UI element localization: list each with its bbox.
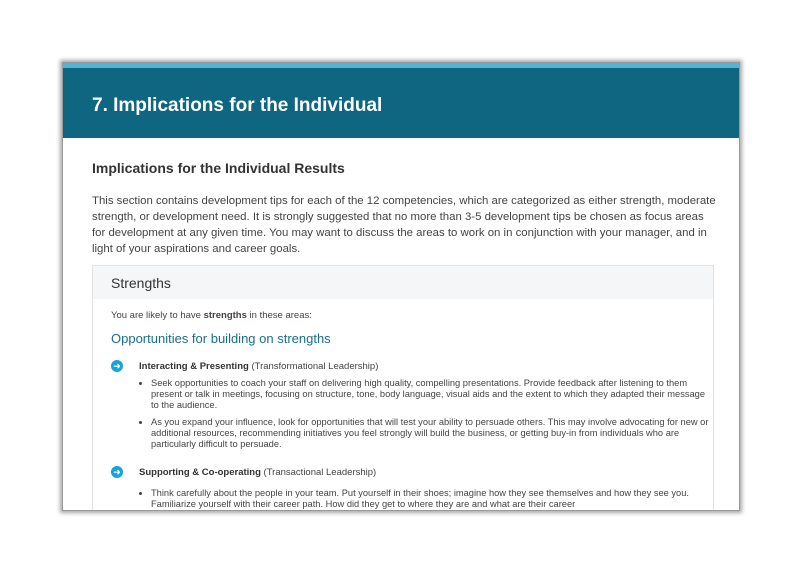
tips-list [139, 378, 711, 456]
tip: • Seek opportunities to coach your staff on delivering high quality, compelling presentations. Provide feedback after listening to them present or talk in meetings, focusing on structure, tone, body language, visual aids and the extent to which they adapted their message to the audience. [151, 378, 711, 411]
competency-name: Interacting & Presenting [139, 361, 249, 372]
competency-label [139, 361, 378, 372]
tips-list [139, 488, 711, 511]
section-subtitle: Implications for the Individual Results [92, 160, 345, 176]
strengths-panel [92, 265, 714, 511]
tip: • As you expand your influence, look for opportunities that will test your ability to persuade others. This may involve advocating for new or additional resources, recommending initiatives you feel strongly will build the business, or getting buy-in from individuals who are particularly difficult to persuade. [151, 417, 711, 450]
strengths-header [93, 266, 713, 299]
opportunities-title: Opportunities for building on strengths [111, 331, 331, 346]
section-header [63, 68, 739, 138]
section-intro: This section contains development tips for each of the 12 competencies, which are categorized as either strength, moderate strength, or development need. It is strongly suggested that no more than 3-5 development tips be chosen as focus areas for development at any given time. You may want to discuss the areas to work on in conjunction with your manager, and in light of your aspirations and career goals. [92, 195, 716, 255]
arrow-right-circle-icon: ➜ [111, 466, 123, 478]
lead-text-end: in these areas: [246, 310, 312, 321]
report-page [62, 62, 740, 511]
competency-label [139, 467, 376, 478]
competency-category: (Transactional Leadership) [260, 467, 377, 478]
lead-text: You are likely to have [111, 310, 204, 321]
competency-category: (Transformational Leadership) [248, 361, 379, 372]
competency-name: Supporting & Co-operating [139, 467, 261, 478]
page-title: 7. Implications for the Individual [92, 95, 383, 116]
tip: • Think carefully about the people in your team. Put yourself in their shoes; imagine how they see themselves and how they see you. Familiarize yourself with their career path. How did they get to where they are and what are their career [151, 488, 711, 510]
lead-bold: strengths [203, 310, 247, 321]
strengths-lead [111, 310, 312, 321]
strengths-heading: Strengths [111, 275, 171, 291]
arrow-right-circle-icon: ➜ [111, 360, 123, 372]
